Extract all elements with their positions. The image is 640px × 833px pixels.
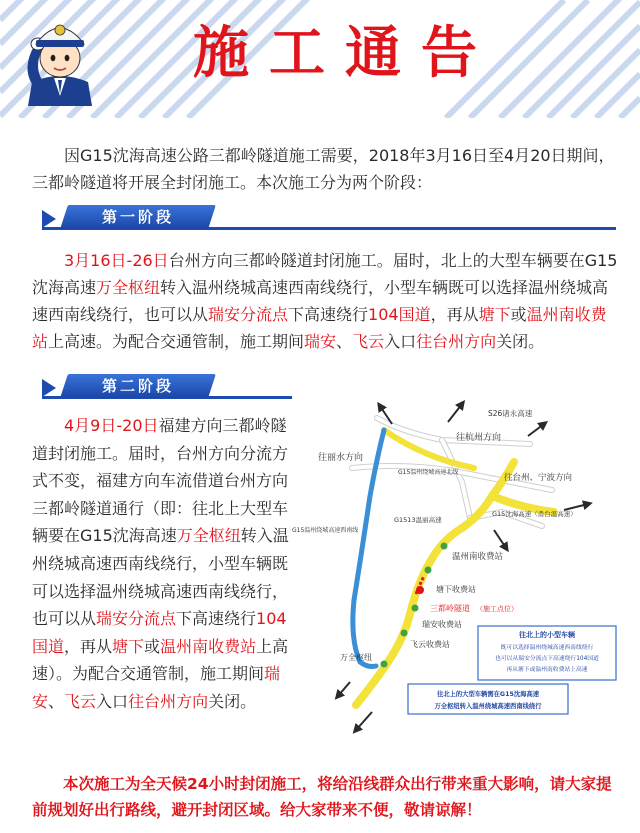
label-feiyun-toll: 飞云收费站: [410, 640, 450, 649]
hub-name: 万全枢纽: [96, 278, 161, 297]
entrance-feiyun: 飞云: [64, 691, 97, 711]
split-point: 瑞安分流点: [208, 305, 289, 324]
national-road: 104国道: [32, 609, 287, 656]
callout-small-title: 往北上的小型车辆: [519, 631, 575, 639]
callout-large-line: 万全枢纽转入温州绕城高速西南线绕行: [434, 703, 542, 710]
label-tunnel: 三都岭隧道: [430, 604, 470, 613]
toll-name: 温州南收费站: [160, 636, 257, 656]
hub-name: 万全枢纽: [176, 526, 241, 546]
node-wz-south: [441, 543, 448, 550]
stage2-text: 关闭。: [208, 691, 257, 711]
label-g15-shenhai: G15沈海高速（甬台温高速）: [492, 510, 577, 518]
entrance-ruian: 瑞安: [304, 332, 337, 351]
stage1-date: 3月16日-26日: [64, 251, 169, 270]
label-wanquan-hub: 万全枢纽: [340, 653, 372, 662]
stage2-date: 4月9日-20日: [64, 416, 159, 435]
police-officer-icon: [14, 6, 106, 106]
stage2-banner: [42, 369, 292, 403]
stage2-text: 或: [144, 636, 161, 656]
node-tangxia: [425, 567, 432, 574]
stage1-text: 下高速绕行: [288, 305, 369, 324]
callout-small-line: 再从塘下或温州南收费站上高速: [506, 667, 588, 673]
label-s26: S26诸永高速: [488, 409, 533, 418]
page-title: 施工通告: [193, 20, 497, 86]
stage1-text: 转入温州绕城高速西南线绕行，小型车辆既可以选择温州绕城高速西南线绕行，也可以从: [32, 278, 609, 324]
callout-large-line: 往北上的大型车辆需在G15沈海高速: [436, 691, 540, 698]
stage1-paragraph: [32, 247, 618, 355]
tangxia-name: 塘下: [478, 305, 511, 324]
label-to-taizhou: 往台州、宁波方向: [504, 473, 573, 483]
direction: 往台州方向: [128, 691, 209, 711]
stage1-text: 上高速。为配合交通管制，施工期间: [48, 332, 305, 351]
label-tangxia-toll: 塘下收费站: [436, 585, 476, 594]
label-to-lishui: 往丽水方向: [318, 453, 364, 463]
entrance-feiyun: 飞云: [352, 332, 385, 351]
label-g15-sw: G15温州绕城高速西南线: [292, 527, 359, 534]
stage1-label: 第一阶段: [101, 208, 174, 226]
stage1-text: 关闭。: [496, 332, 545, 351]
label-wz-south-toll: 温州南收费站: [452, 552, 504, 562]
stage1-text: 入口: [384, 332, 417, 351]
callout-large-vehicles: [408, 684, 568, 714]
header-banner: [0, 0, 640, 118]
entrance-ruian: 瑞安: [32, 664, 281, 711]
label-g15-north: G15温州绕城高速北线: [398, 469, 459, 476]
label-g1513: G1513温丽高速: [394, 516, 442, 524]
stage2-text: 下高速绕行: [176, 609, 257, 629]
callout-small-vehicles: [478, 626, 616, 680]
callout-small-line: 也可以从瑞安分流点下高速绕行104国道: [495, 656, 599, 662]
split-point: 瑞安分流点: [96, 609, 177, 629]
separator: 、: [48, 691, 65, 711]
route-map: [292, 400, 620, 740]
intro-paragraph: 因G15沈海高速公路三都岭隧道施工需要，2018年3月16日至4月20日期间，三都岭隧道将开展全封闭施工。本次施工分为两个阶段：: [32, 146, 615, 192]
stage1-banner: [42, 200, 616, 234]
stage2-text: 转入温州绕城高速西南线绕行，小型车辆既可以选择温州绕城高速西南线绕行，也可以从: [32, 526, 289, 629]
stage2-text: 入口: [96, 691, 129, 711]
node-ruian: [412, 605, 419, 612]
banner-arrow-icon: [42, 379, 56, 397]
node-feiyun: [401, 630, 408, 637]
separator: 、: [336, 332, 353, 351]
stage2-text: 福建方向三都岭隧道封闭施工。届时，台州方向分流方式不变，福建方向车流借道台州方向三都岭隧道通行（即：往北上大型车辆要在G15沈海高速: [32, 416, 289, 546]
label-to-hangzhou: 往杭州方向: [456, 433, 502, 443]
stage2-label: 第二阶段: [101, 377, 174, 395]
closing-notice: 本次施工为全天候24小时封闭施工，将给沿线群众出行带来重大影响，请大家提前规划好出行路线，避开封闭区域。给大家带来不便，敬请谅解！: [32, 775, 612, 819]
stage1-text: 或: [510, 305, 527, 324]
label-construction-point: （施工点位）: [476, 605, 518, 613]
direction: 往台州方向: [416, 332, 497, 351]
tangxia-name: 塘下: [112, 636, 145, 656]
stage2-text: ，再从: [64, 636, 113, 656]
node-wanquan: [381, 661, 388, 668]
construction-point-icon: [416, 586, 424, 594]
stage2-text: 上高速）。为配合交通管制，施工期间: [32, 636, 289, 684]
label-ruian-toll: 瑞安收费站: [422, 620, 462, 629]
stage2-paragraph: [32, 412, 294, 716]
banner-arrow-icon: [42, 210, 56, 228]
stage1-text: ，再从: [430, 305, 479, 324]
callout-small-line: 既可以选择温州绕城高速西南线绕行: [500, 645, 594, 651]
toll-name: 温州南收费站: [32, 305, 607, 351]
national-road: 104国道: [368, 305, 431, 324]
stage1-text: 台州方向三都岭隧道封闭施工。届时，北上的大型车辆要在G15沈海高速: [32, 251, 618, 297]
